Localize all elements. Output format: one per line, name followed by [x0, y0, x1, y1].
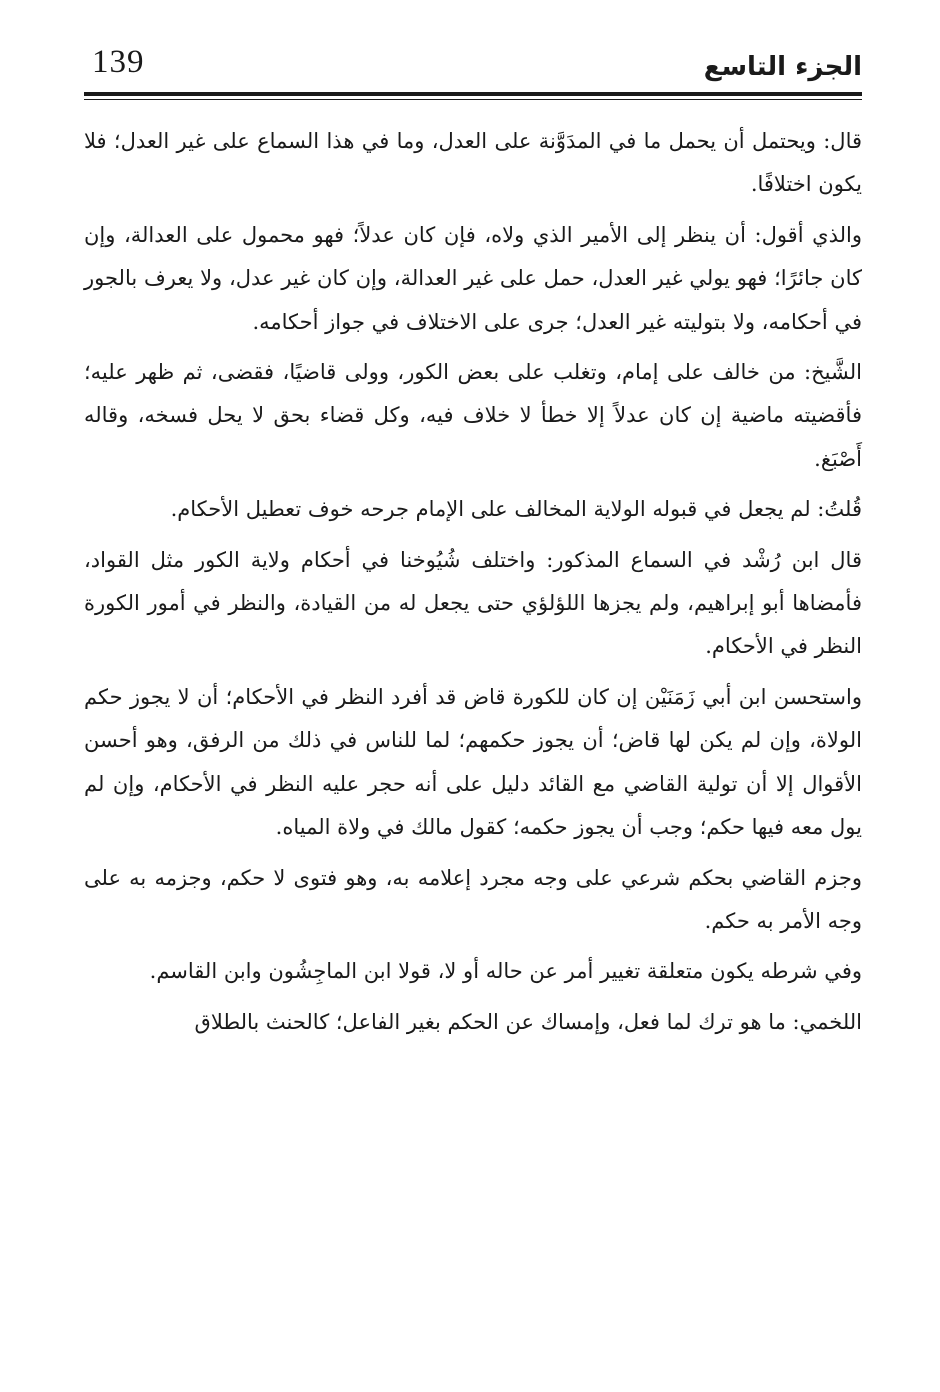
- running-title: الجزء التاسع: [703, 52, 862, 82]
- paragraph: واستحسن ابن أبي زَمَنَيْن إن كان للكورة قاض قد أفرد النظر في الأحكام؛ أن لا يجوز حكم الولاة، وإن لم يكن لها قاض؛ أن يجوز حكمهم؛ لما للناس في ذلك من الرفق، وهو أحسن الأقوال إلا أن تولية القاضي مع القائد دليل على أنه حجر عليه النظر في الأحكام، وإن لم يول معه فيها حكم؛ وجب أن يجوز حكمه؛ كقول مالك في ولاة المياه.: [84, 684, 862, 840]
- paragraph: قال: ويحتمل أن يحمل ما في المدَوَّنة على العدل، وما في هذا السماع على غير العدل؛ فلا يكون اختلافًا.: [84, 129, 862, 197]
- page-body: [84, 120, 862, 1044]
- paragraph: الشَّيخ: من خالف على إمام، وتغلب على بعض الكور، وولى قاضيًا، فقضى، ثم ظهر عليه؛ فأقضيته ماضية إن كان عدلاً إلا خطأ لا خلاف فيه، وكل قضاء بحق لا يحل فسخه، وقاله أَصْبَغ.: [84, 360, 862, 471]
- paragraph: قُلتُ: لم يجعل في قبوله الولاية المخالف على الإمام جرحه خوف تعطيل الأحكام.: [170, 497, 862, 522]
- paragraph: وجزم القاضي بحكم شرعي على وجه مجرد إعلامه به، وهو فتوى لا حكم، وجزمه به على وجه الأمر به حكم.: [84, 865, 862, 933]
- page-number: 139: [92, 44, 145, 80]
- header-rule-thin: [84, 99, 862, 100]
- paragraph: قال ابن رُشْد في السماع المذكور: واختلف شُيُوخنا في أحكام ولاية الكور مثل القواد، فأمضاها أبو إبراهيم، ولم يجزها اللؤلؤي حتى يجعل له من القيادة، والنظر في أمور الكورة النظر في الأحكام.: [84, 547, 862, 659]
- paragraph: اللخمي: ما هو ترك لما فعل، وإمساك عن الحكم بغير الفاعل؛ كالحنث بالطلاق: [194, 1009, 862, 1034]
- paragraph: وفي شرطه يكون متعلقة تغيير أمر عن حاله أو لا، قولا ابن الماجِشُون وابن القاسم.: [149, 959, 862, 984]
- book-page: [84, 40, 862, 1051]
- paragraph: والذي أقول: أن ينظر إلى الأمير الذي ولاه، فإن كان عدلاً؛ فهو محمول على العدالة، وإن كان جائرًا؛ فهو يولي غير العدل، حمل على غير العدالة، وإن كان غير عدل، ولا يعرف بالجور في أحكامه، ولا بتوليته غير العدل؛ جرى على الاختلاف في جواز أحكامه.: [84, 222, 862, 334]
- header-rule-thick: [84, 92, 862, 96]
- page-header: [84, 40, 862, 92]
